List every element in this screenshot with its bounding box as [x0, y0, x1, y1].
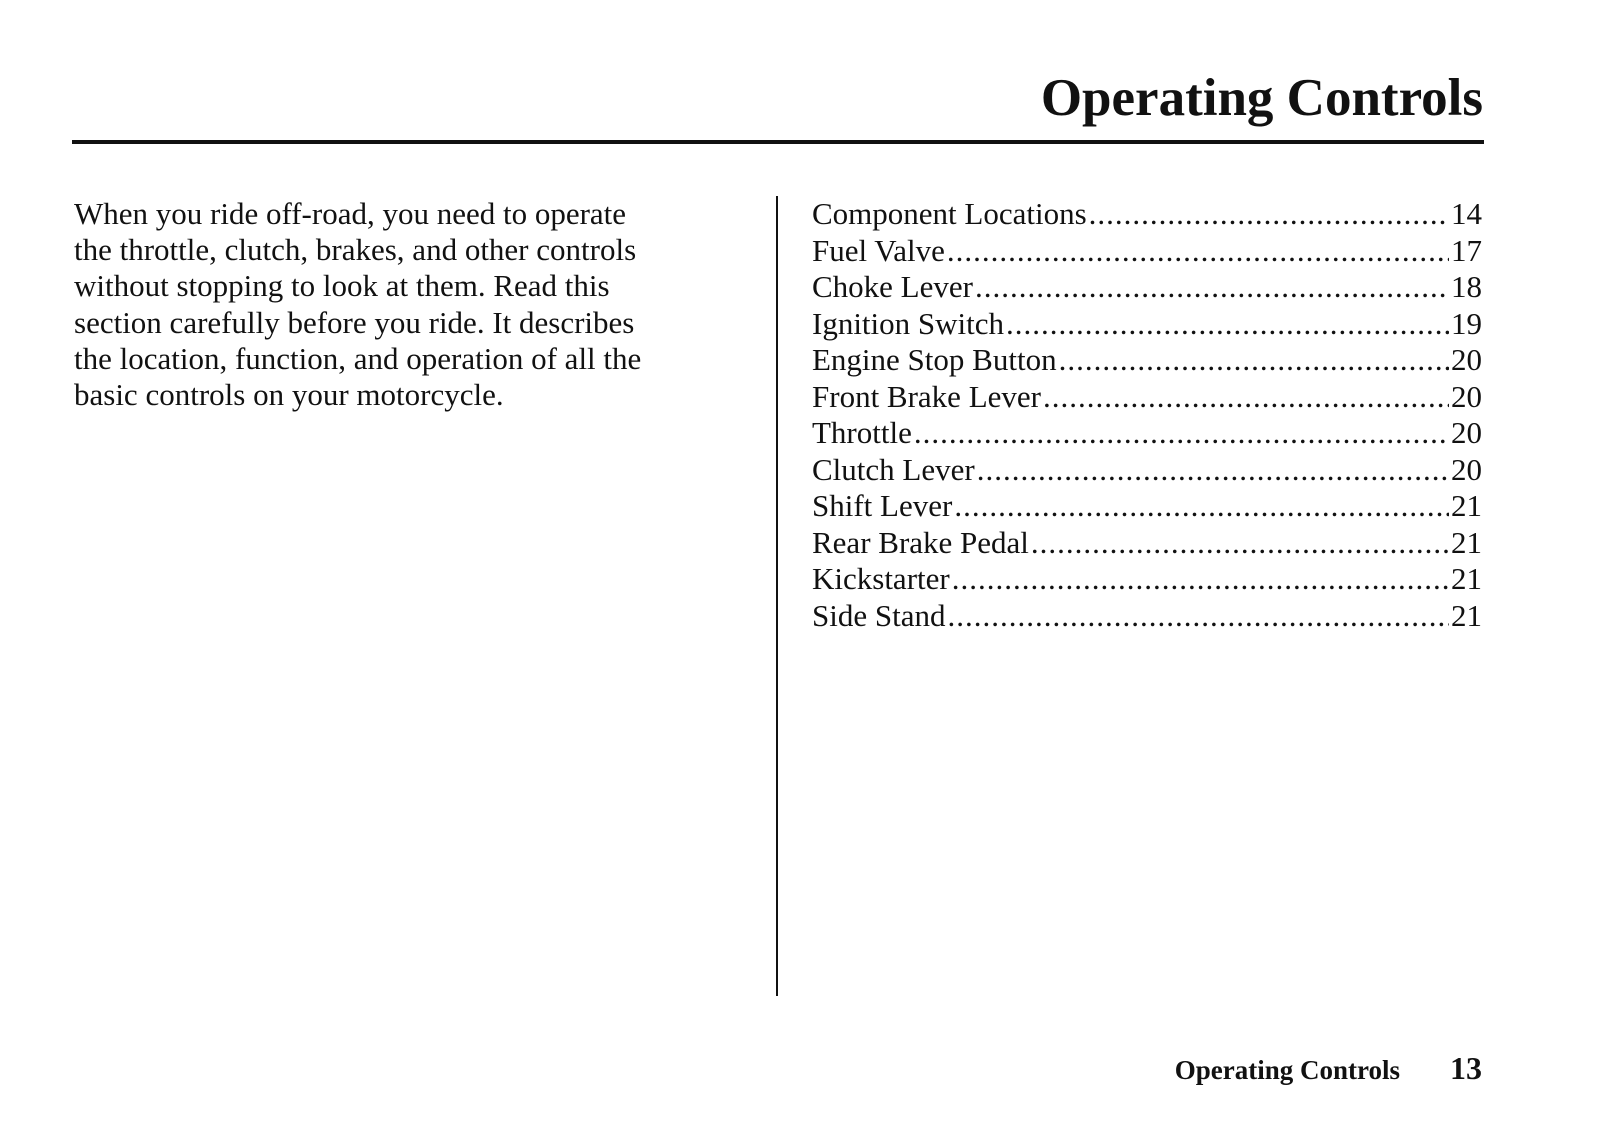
- toc-entry-page-number: 14: [1451, 196, 1482, 231]
- toc-entry[interactable]: [812, 196, 1482, 233]
- toc-dot-leader: [947, 233, 1449, 270]
- toc-entry[interactable]: [812, 342, 1482, 379]
- toc-entry-label: Fuel Valve: [812, 232, 945, 268]
- toc-entry[interactable]: [812, 452, 1482, 489]
- toc-entry-label: Throttle: [812, 415, 912, 450]
- footer-page-number: 13: [1450, 1050, 1482, 1086]
- toc-entry[interactable]: [812, 306, 1482, 343]
- title-underline: [72, 140, 1484, 144]
- toc-entry-page-number: 20: [1451, 342, 1482, 377]
- toc-entry[interactable]: [812, 233, 1482, 270]
- toc-entry[interactable]: [812, 561, 1482, 598]
- toc-entry-label: Kickstarter: [812, 561, 950, 596]
- toc-entry-page-number: 18: [1451, 269, 1482, 304]
- toc-entry-page-number: 20: [1451, 378, 1482, 414]
- toc-entry-page-number: 21: [1451, 597, 1482, 633]
- toc-entry[interactable]: [812, 598, 1482, 635]
- toc-entry-label: Engine Stop Button: [812, 342, 1057, 377]
- toc-entry[interactable]: [812, 488, 1482, 525]
- toc-entry-page-number: 20: [1451, 415, 1482, 450]
- footer-section-label: Operating Controls: [1174, 1055, 1400, 1085]
- toc-entry[interactable]: [812, 269, 1482, 306]
- table-of-contents: [812, 196, 1482, 634]
- toc-entry-page-number: 21: [1451, 488, 1482, 523]
- toc-entry-page-number: 19: [1451, 305, 1482, 341]
- toc-entry-page-number: 21: [1451, 561, 1482, 596]
- toc-dot-leader: [977, 452, 1449, 489]
- toc-entry-page-number: 21: [1451, 524, 1482, 560]
- column-divider: [776, 196, 778, 996]
- page-title: Operating Controls: [1040, 69, 1483, 127]
- intro-paragraph: When you ride off-road, you need to operate the throttle, clutch, brakes, and other controls without stopping to look at them. Read this section carefully before you ride. It describes the location, function, and operation of all the basic controls on your motorcycle.: [74, 196, 642, 413]
- toc-dot-leader: [1031, 525, 1449, 562]
- toc-entry-label: Front Brake Lever: [812, 378, 1041, 414]
- toc-entry[interactable]: [812, 415, 1482, 452]
- toc-dot-leader: [1006, 306, 1449, 343]
- toc-entry-label: Ignition Switch: [812, 305, 1005, 341]
- toc-dot-leader: [914, 415, 1449, 452]
- toc-entry-label: Clutch Lever: [812, 451, 975, 487]
- toc-entry-label: Choke Lever: [812, 269, 973, 304]
- toc-dot-leader: [1059, 342, 1449, 379]
- toc-entry-page-number: 17: [1451, 232, 1482, 268]
- page-footer: [1175, 1050, 1482, 1087]
- toc-entry-label: Component Locations: [812, 196, 1087, 231]
- toc-dot-leader: [947, 598, 1449, 635]
- toc-entry-page-number: 20: [1451, 451, 1482, 487]
- toc-entry-label: Rear Brake Pedal: [812, 524, 1029, 560]
- toc-dot-leader: [952, 561, 1449, 598]
- toc-dot-leader: [975, 269, 1449, 306]
- toc-entry[interactable]: [812, 379, 1482, 416]
- toc-entry-label: Side Stand: [812, 597, 946, 633]
- toc-dot-leader: [1043, 379, 1449, 416]
- toc-dot-leader: [954, 488, 1449, 525]
- toc-entry-label: Shift Lever: [812, 488, 953, 523]
- toc-dot-leader: [1089, 196, 1449, 233]
- toc-entry[interactable]: [812, 525, 1482, 562]
